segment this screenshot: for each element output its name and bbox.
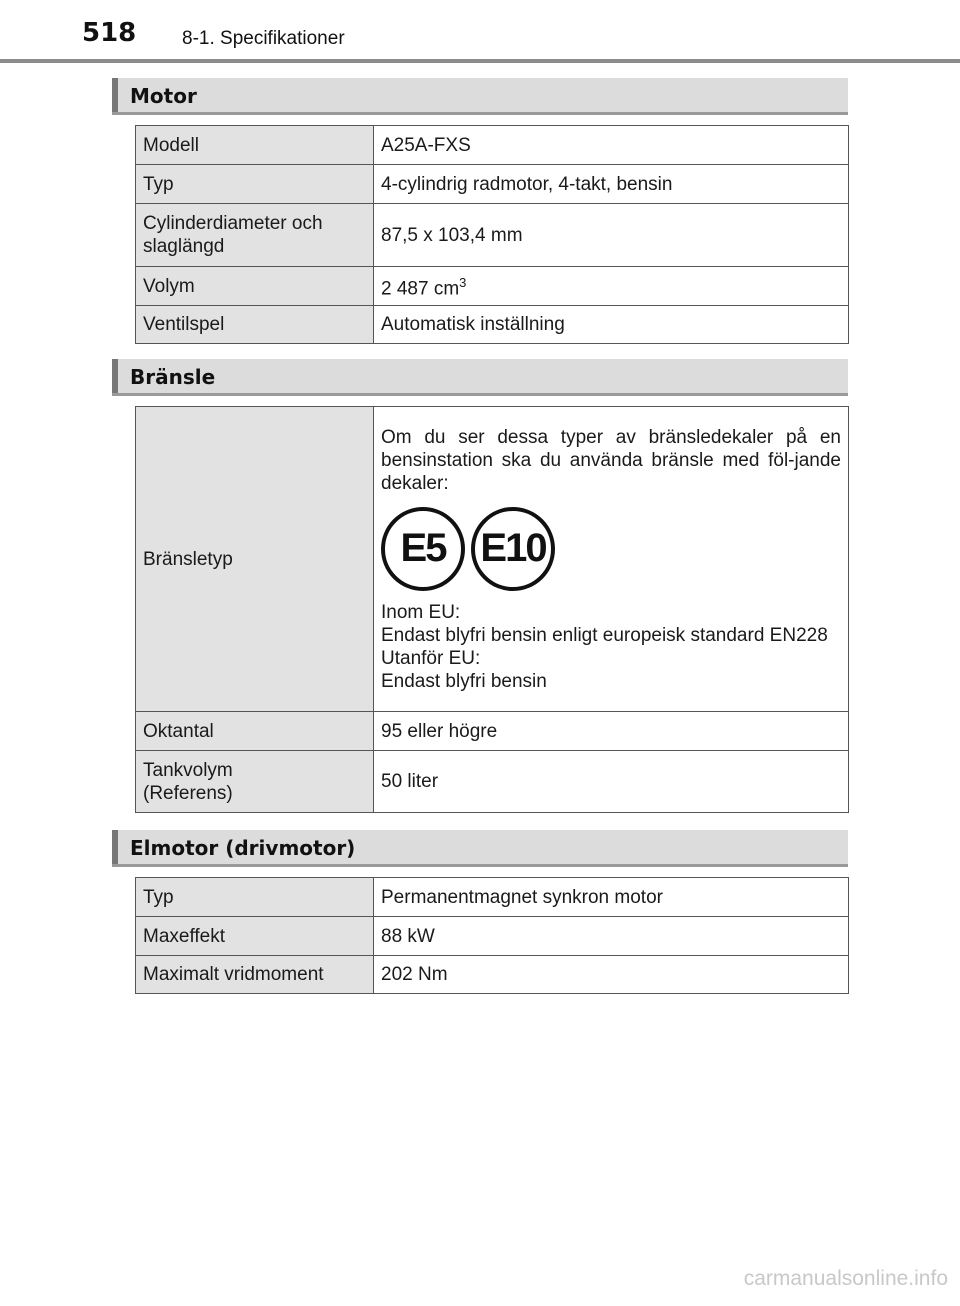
volume-value: 2 487 cm bbox=[381, 278, 460, 300]
table-row bbox=[136, 712, 849, 751]
row-value: 88 kW bbox=[374, 917, 849, 956]
table-row bbox=[136, 407, 849, 712]
e5-fuel-label-icon: E5 bbox=[381, 507, 465, 591]
section-header-bransle bbox=[112, 359, 848, 396]
row-label bbox=[136, 204, 374, 267]
table-row bbox=[136, 956, 849, 994]
volume-superscript: 3 bbox=[459, 275, 467, 291]
section-marker bbox=[112, 359, 118, 393]
row-value: 95 eller högre bbox=[374, 712, 849, 751]
outside-eu-text: Endast blyfri bensin bbox=[381, 670, 547, 692]
header-rule bbox=[0, 59, 960, 63]
watermark: carmanualsonline.info bbox=[743, 1267, 948, 1290]
electric-motor-spec-table bbox=[135, 877, 849, 994]
row-value: Permanentmagnet synkron motor bbox=[374, 878, 849, 917]
row-value: Automatisk inställning bbox=[374, 306, 849, 344]
row-label: Maxeffekt bbox=[136, 917, 374, 956]
row-label bbox=[136, 751, 374, 813]
section-marker bbox=[112, 830, 118, 864]
row-label: Volym bbox=[136, 267, 374, 306]
row-value: A25A-FXS bbox=[374, 126, 849, 165]
row-value bbox=[374, 267, 849, 306]
table-row bbox=[136, 751, 849, 813]
table-row bbox=[136, 306, 849, 344]
e10-fuel-label-icon: E10 bbox=[471, 507, 555, 591]
row-label: Oktantal bbox=[136, 712, 374, 751]
table-row bbox=[136, 204, 849, 267]
row-label: Modell bbox=[136, 126, 374, 165]
section-title-bransle: Bränsle bbox=[130, 365, 216, 389]
section-marker bbox=[112, 78, 118, 112]
row-value: 202 Nm bbox=[374, 956, 849, 994]
inside-eu-text: Endast blyfri bensin enligt europeisk standard EN228 bbox=[381, 624, 828, 646]
chapter-title: 8-1. Specifikationer bbox=[182, 28, 345, 49]
section-title-elmotor: Elmotor (drivmotor) bbox=[130, 836, 356, 860]
table-row bbox=[136, 126, 849, 165]
row-label: Typ bbox=[136, 165, 374, 204]
page-number: 518 bbox=[82, 18, 137, 48]
row-value: 50 liter bbox=[374, 751, 849, 813]
motor-spec-table bbox=[135, 125, 849, 344]
row-label-line: slaglängd bbox=[143, 236, 225, 257]
row-label: Ventilspel bbox=[136, 306, 374, 344]
fuel-type-value bbox=[374, 407, 849, 712]
table-row bbox=[136, 878, 849, 917]
section-header-elmotor bbox=[112, 830, 848, 867]
row-value: 4-cylindrig radmotor, 4-takt, bensin bbox=[374, 165, 849, 204]
row-label-line: Tankvolym bbox=[143, 759, 233, 781]
section-header-motor bbox=[112, 78, 848, 115]
table-row bbox=[136, 267, 849, 306]
row-label: Bränsletyp bbox=[136, 407, 374, 712]
row-label: Typ bbox=[136, 878, 374, 917]
fuel-badge-row bbox=[381, 507, 841, 591]
outside-eu-heading: Utanför EU: bbox=[381, 647, 481, 669]
section-title-motor: Motor bbox=[130, 84, 197, 108]
fuel-intro-text: Om du ser dessa typer av bränsledekaler på en bensinstation ska du använda bränsle med föl-jande dekaler: bbox=[381, 426, 841, 494]
page-header bbox=[0, 0, 960, 64]
row-label: Maximalt vridmoment bbox=[136, 956, 374, 994]
fuel-spec-table bbox=[135, 406, 849, 813]
row-label-line: (Referens) bbox=[143, 782, 233, 804]
row-label-line: Cylinderdiameter och bbox=[143, 213, 323, 234]
inside-eu-heading: Inom EU: bbox=[381, 601, 461, 623]
table-row bbox=[136, 165, 849, 204]
row-value: 87,5 x 103,4 mm bbox=[374, 204, 849, 267]
table-row bbox=[136, 917, 849, 956]
